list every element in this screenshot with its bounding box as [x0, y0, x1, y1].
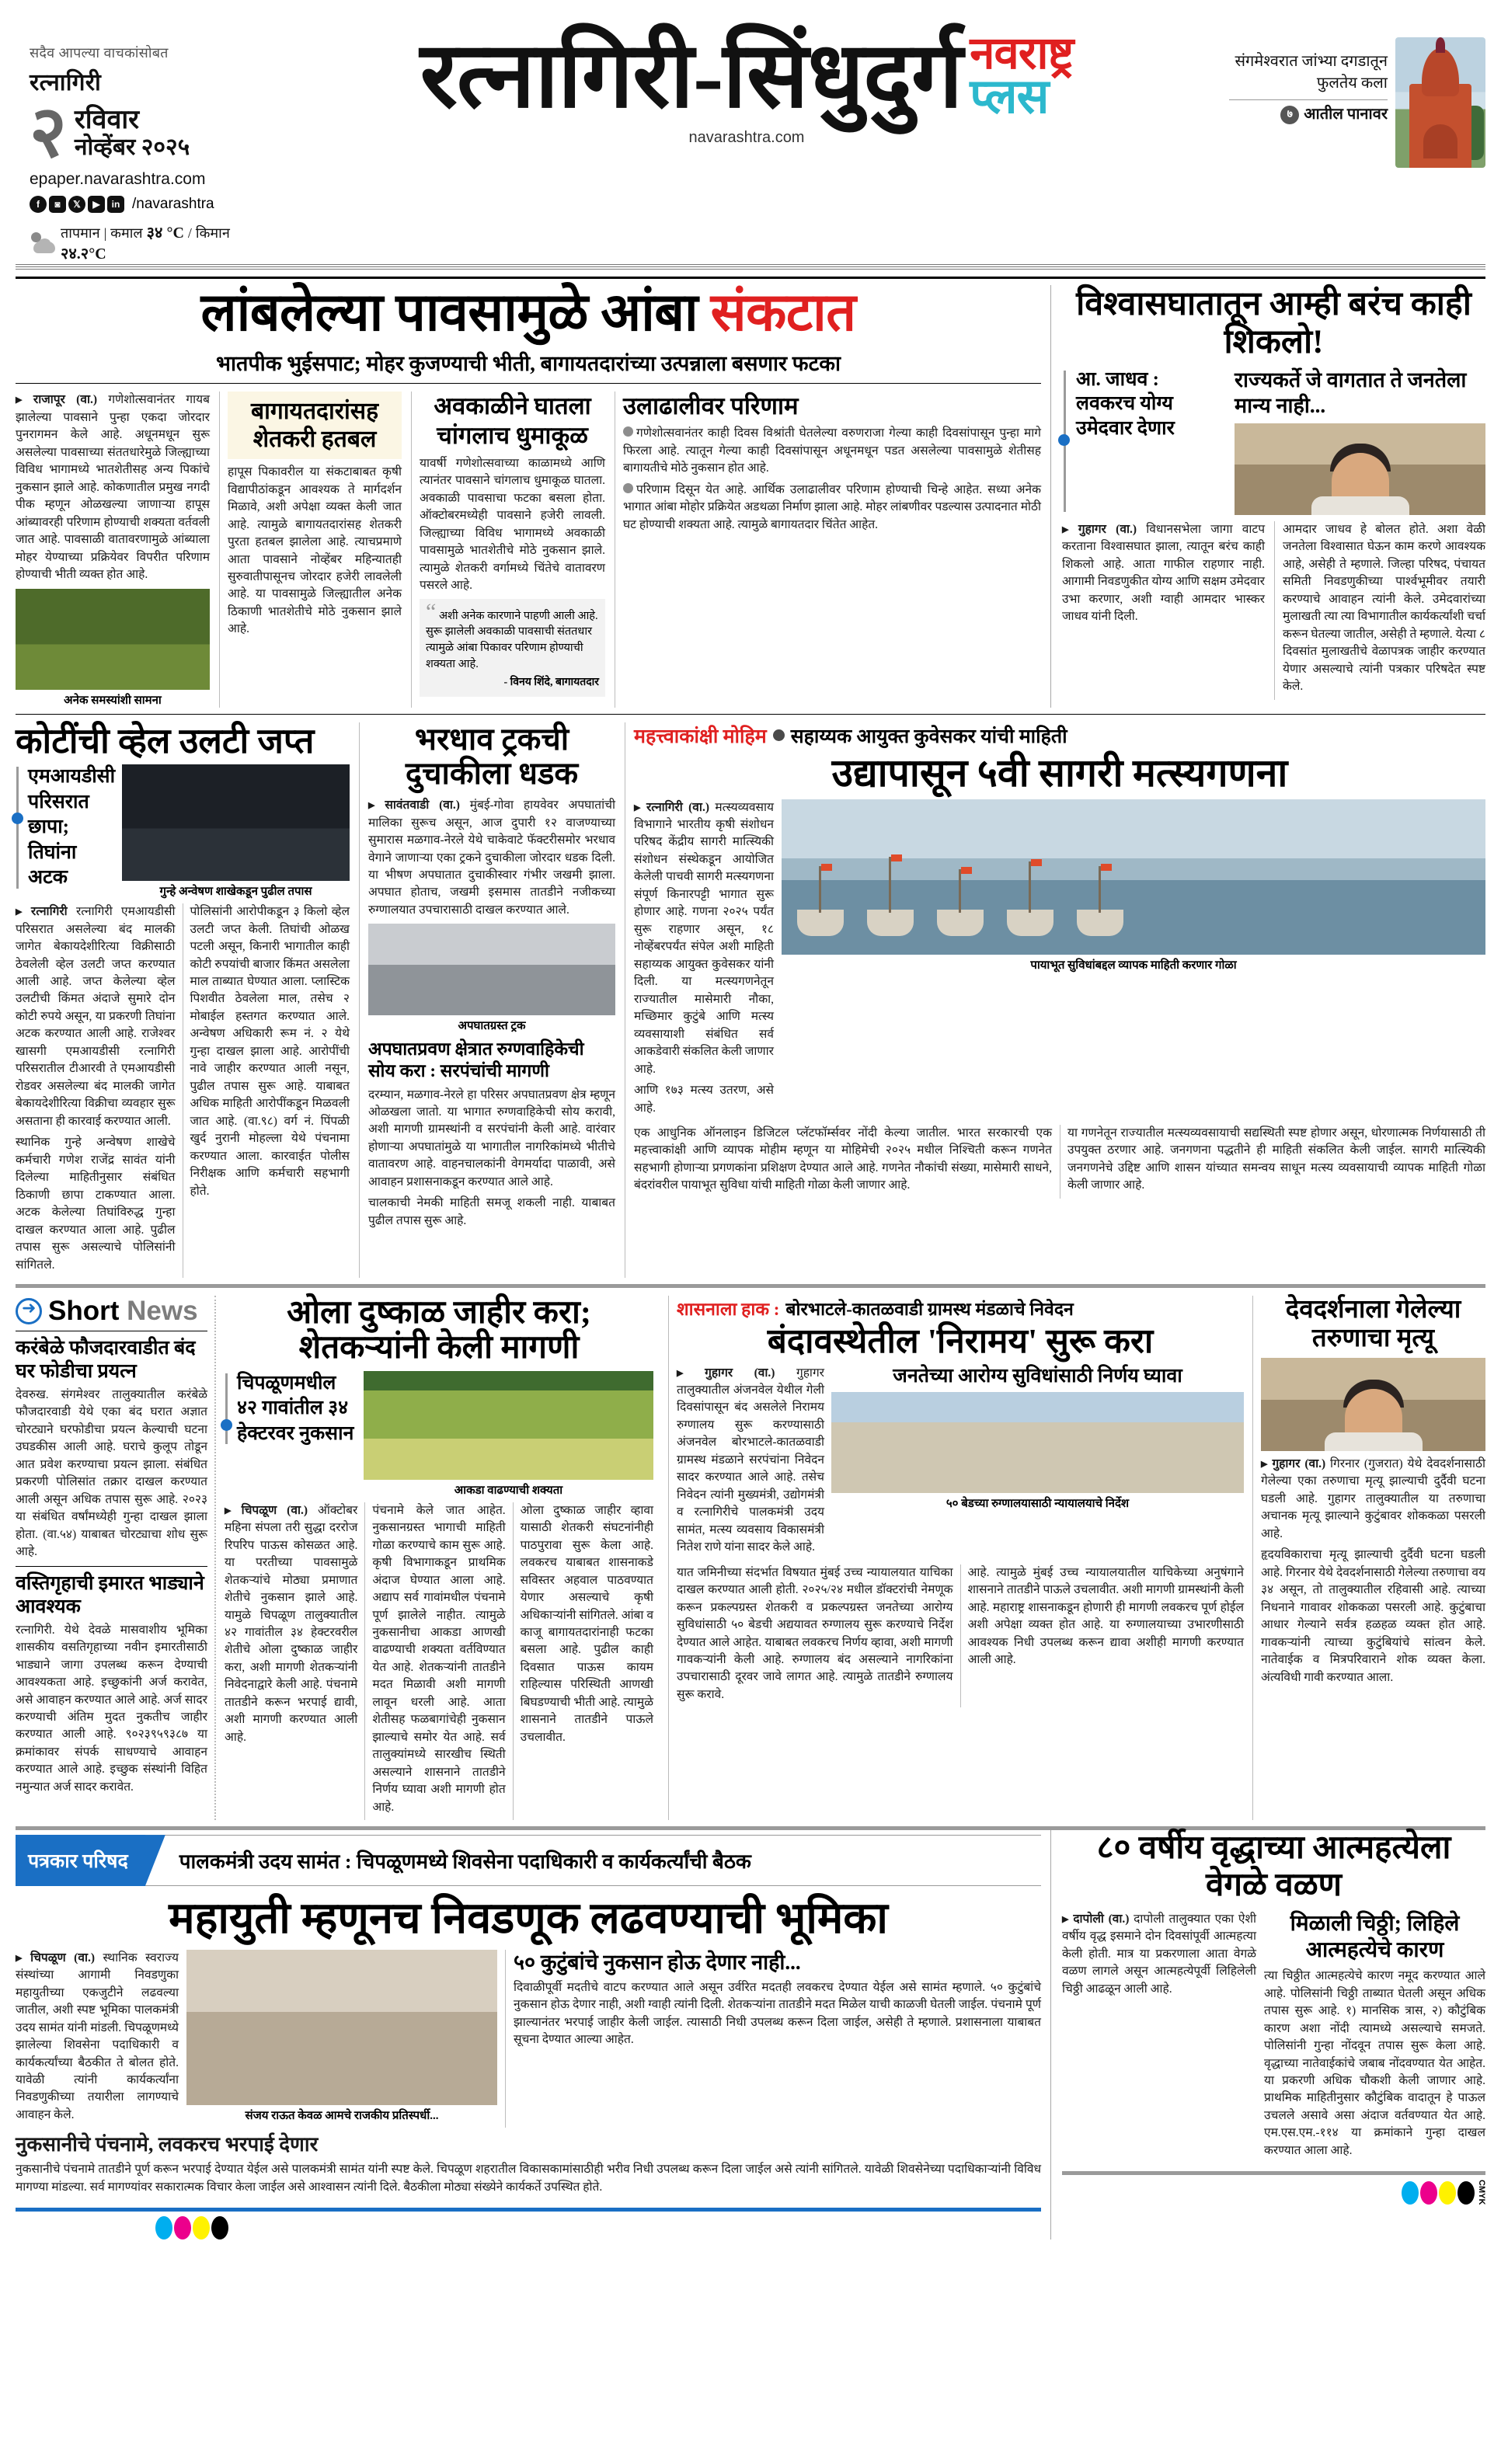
r2a-photo-caption: गुन्हे अन्वेषण शाखेकडून पुढील तपास — [159, 886, 312, 899]
r2c-dateline: ▶ रत्नागिरी (वा.) — [634, 801, 709, 814]
story-niramay-hospital — [668, 1296, 1244, 1820]
lead-c4-heading: उलाढालीवर परिणाम — [623, 392, 799, 420]
bottom-right — [1050, 1830, 1485, 2240]
short-news-item-text: देवरुख. संगमेश्वर तालुक्यातील करंबेळे फौजदारवाडी येथे एका बंद घरात अज्ञात चोरट्याने घरफोडीचा प्रयत्न केल्याची घटना उघडकीस आली आहे. घराचे कुलूप तोडून आत प्रवेश करण्याचा प्रयत्न झाला. संबंधित प्रकरणी पोलिसांत तक्रार दाखल करण्यात आली असून अधिक तपास सुरू आहे. २०२३ या संबंधित वर्षांमध्येही गुन्हा दाखल झाला होता. (वा.५४) याबाबत चोरट्याचा शोध सुरू आहे. — [16, 1387, 207, 1559]
lead-column-4 — [615, 392, 1041, 707]
r3c-tag-sub: बोरभाटले-कातळवाडी ग्रामस्थ मंडळाचे निवेदन — [785, 1299, 1074, 1319]
story-fish-census — [625, 722, 1485, 1278]
r3c-col-3 — [960, 1564, 1245, 1708]
separator-dot-icon — [773, 729, 785, 741]
cmyk-registration-marks — [155, 2216, 1041, 2240]
r2a-quote-col — [16, 764, 115, 899]
bottom-left — [16, 1830, 1041, 2240]
lead-c3-heading: अवकाळीने घातला चांगलाच धुमाकूळ — [434, 392, 591, 450]
r2c-headline: उद्यापासून ५वी सागरी मत्स्यगणना — [831, 750, 1288, 795]
masthead-day-number: २ — [30, 92, 67, 172]
lead-c2-text: हापूस पिकावरील या संकटाबाबत कृषी विद्यापीठांकडून आवश्यक ते मार्गदर्शन मिळावे, अशी अपेक्षा व्यक्त केली जात आहे. त्यामुळे बागायतदारांसह शेतकरी पुरता हतबल झालेला आहे. त्याचप्रमाणे आता पावसाने नोव्हेंबर महिन्यातही सुरुवातीपासूनच जोरदार हजेरी लावलेली आहे. या पावसामुळे जिल्ह्यातील अनेक ठिकाणी भातशेतीचे मोठे नुकसान झाले आहे. — [228, 465, 402, 636]
r2c-photo-caption: पायाभूत सुविधांबद्दल व्यापक माहिती करणार गोळा — [1030, 959, 1237, 972]
lead-c3-quote-box — [420, 599, 605, 697]
bottom-left-headline: महायुती म्हणूनच निवडणूक लढवण्याची भूमिका — [169, 1895, 888, 1944]
r2b-dateline: ▶ सावंतवाडी (वा.) — [368, 799, 460, 812]
black-dot-icon — [1457, 2181, 1475, 2205]
r2b-photo-caption: अपघातग्रस्त ट्रक — [458, 1020, 526, 1033]
bottom-left-photo-col — [186, 1950, 497, 2128]
yellow-dot-icon — [193, 2216, 210, 2240]
quote-open-icon: “ — [426, 598, 437, 625]
epaper-url[interactable]: epaper.navarashtra.com — [30, 170, 206, 189]
row3-section — [16, 1296, 1485, 1820]
story-whale-vomit — [16, 722, 350, 1278]
lead-c4-text: गणेशोत्सवानंतर काही दिवस विश्रांती घेतलेल्या वरुणराजा गेल्या काही दिवसांपासून पुन्हा मागे फिरला आहे. त्यातून गेल्या काही दिवसांपासून अधूनमधून पडत असलेल्या पावसामुळे शेतीसह बागायतीचे मोठे नुकसान होत आहे. — [623, 426, 1041, 475]
lead-c1-text: गणेशोत्सवानंतर गायब झालेल्या पावसाने पुन्हा एकदा जोरदार पुनरागमन केले आहे. अधूनमधून सुरू असलेल्या पावसाच्या संततधारेमुळे जिल्ह्याच्या विविध भागामध्ये भातशेतीसह अन्य पिकांचे नुकसान झाले आहे. कोकणातील प्रमुख नगदी पीक म्हणून ओळखल्या जाणाऱ्या हापूस आंब्यावरही परिणाम होण्याची शक्यता वर्तवली जात आहे. पावसाळी वातावरणामुळे आंब्याला मोहर येण्याच्या प्रक्रियेवर विपरीत परिणाम होण्याची भीती व्यक्त होत आहे. — [16, 393, 210, 582]
social-handle: /navarashtra — [132, 196, 214, 213]
bottom-left-col3-text: नुकसानीचे पंचनामे तातडीने पूर्ण करून भरपाई देण्यात येईल असे पालकमंत्री सामंत यांनी स्पष्ट केले. चिपळूण शहरातील विकासकामांसाठीही भरीव निधी उपलब्ध करून दिला जाईल असे त्यांनी सांगितले. यावेळी शिवसेनेच्या पदाधिकाऱ्यांनी विविध मागण्या मांडल्या. सर्व मागण्यांवर सकारात्मक विचार केला जाईल असे आश्वासन त्यांनी दिले. बैठकीला मोठ्या संख्येने कार्यकर्ते उपस्थित होते. — [16, 2163, 1041, 2194]
masthead — [16, 14, 1485, 263]
masthead-month-year: नोव्हेंबर २०२५ — [74, 134, 190, 160]
r3c-photo-caption: ५० बेडच्या रुग्णालयासाठी न्यायालयाचे निर्देश — [946, 1498, 1130, 1510]
weather-label: तापमान — [61, 225, 100, 242]
r3c-text1: गुहागर तालुक्यातील अंजनवेल येथील गेली दिवसांपासून बंद असलेले निरामय रुग्णालय सुरू करण्यासाठी अंजनवेल बोरभाटले-कातळवाडी ग्रामस्थ मंडळाने सरपंचांना निवेदन सादर करण्यात आले आहे. तसेच निवेदन त्यांनी मुख्यमंत्री, उद्योगमंत्री व रत्नागिरीचे पालकमंत्री उदय सामंत, मत्स्य व्यवसाय विकासमंत्री नितेश राणे यांना सादर केले आहे. — [677, 1366, 825, 1554]
black-dot-icon — [211, 2216, 228, 2240]
lead-right-col-2 — [1274, 521, 1485, 700]
short-news-item-text: रत्नागिरी. येथे देवळे मासवाशीय भूमिका शासकीय वसतिगृहाच्या नवीन इमारतीसाठी भाड्याने जागा उपलब्ध करून देण्याची आवश्यकता आहे. इच्छुकांनी अर्ज करावेत, असे आवाहन करण्यात आले आहे. अर्ज सादर करण्याची अंतिम मुदत नुकतीच जाहीर करण्यात आली आहे. ९०२३९५९३८७ या क्रमांकावर संपर्क साधण्याचे आवाहन करण्यात आले आहे. इच्छुक संस्थांनी विहित नमुन्यात अर्ज सादर करावेत. — [16, 1623, 207, 1794]
r2a-headline: कोटींची व्हेल उलटी जप्त — [16, 721, 315, 760]
lead-c3-text: यावर्षी गणेशोत्सवाच्या काळामध्ये आणि त्यानंतर पावसाने चांगलाच धुमाकूळ घातला. अवकाळी पावसाचा फटका बसला होता. ऑक्टोबरमध्येही पावसाने हजेरी लावली. जिल्ह्याच्या विविध भागामध्ये अवकाळी पावसामुळे भातशेतीचे मोठे नुकसान झाले. त्यामुळे शेतकरी वर्गामध्ये चिंतेचे वातावरण पसरले आहे. — [420, 457, 605, 593]
r3c-text2: यात जमिनीच्या संदर्भात विषयात मुंबई उच्च न्यायालयात याचिका दाखल करण्यात आली होती. २०२५/२४ मधील डॉक्टरांची नेमणूक करून प्रकल्पग्रस्त शेतकरी व प्रकल्पग्रस्त जनतेच्या आरोग्य सुविधांसाठी ५० बेडची अद्ययावत रुग्णालय सुरू करण्याचे निर्देश देण्यात आले आहेत. याबाबत लवकरच निर्णय व्हावा, अशी मागणी गावकऱ्यांनी केली आहे. रुग्णालय बंद असल्याने नागरिकांना उपचारासाठी दूरवर जावे लागत आहे. त्यामुळे तातडीने रुग्णालय सुरू करावे. — [677, 1565, 953, 1701]
story-youth-death — [1252, 1296, 1485, 1820]
r2c-text1: मत्स्यव्यवसाय विभागाने भारतीय कृषी संशोधन परिषद केंद्रीय सागरी मात्स्यिकी संशोधन संस्थेकडून आयोजित केलेली पाचवी सागरी मत्स्यगणना संपूर्ण किनारपट्टी भागात सुरू होणार आहे. गणना २०२५ पर्यंत सुरू राहणार असून, १८ नोव्हेंबरपर्यंत संपेल अशी माहिती सहाय्यक आयुक्त कुवेसकर यांनी दिली. या मत्स्यगणनेतून राज्यातील मासेमारी नौका, मच्छिमार कुटुंबे आणि मत्स्य व्यवसायाशी संबंधित सर्व आकडेवारी संकलित केली जाणार आहे. — [634, 800, 774, 1076]
police-raid-photo — [122, 764, 350, 881]
r3d-text2: हृदयविकाराचा मृत्यू झाल्याची दुर्दैवी घटना घडली आहे. गिरनार येथे देवदर्शनासाठी गेलेल्या तरुणाचा वय ३४ असून, तो तालुक्यातील रहिवासी आहे. त्याच्या निधनाने गावावर शोककळा पसरली आहे. कुटुंबाचा आधार गेल्याने सर्वत्र हळहळ व्यक्त होत आहे. गावकऱ्यांनी त्याच्या कुटुंबियांचे सांत्वन केले. नातेवाईक व मित्रपरिवाराने शोक व्यक्त केला. अंत्यविधी गावी करण्यात आला. — [1261, 1548, 1485, 1684]
lead-column-1 — [16, 392, 210, 707]
lead-column-3 — [411, 392, 605, 707]
r2a-col-2 — [183, 903, 350, 1278]
r3c-headline: बंदावस्थेतील 'निरामय' सुरू करा — [767, 1321, 1154, 1360]
lead-right-body-cols — [1062, 521, 1485, 700]
r2a-text2: स्थानिक गुन्हे अन्वेषण शाखेचे कर्मचारी गणेश राजेंद्र सावंत यांनी दिलेल्या माहितीनुसार संबंधित ठिकाणी छापा टाकण्यात आला. अटक केलेल्या तिघांविरुद्ध गुन्हा दाखल करण्यात आला आहे. पुढील तपास सुरू असल्याचे पोलिसांनी सांगितले. — [16, 1136, 176, 1272]
flattened-paddy-photo — [364, 1371, 653, 1480]
cyan-dot-icon — [1402, 2181, 1419, 2205]
masthead-brand — [264, 14, 1229, 147]
masthead-left-info — [16, 14, 264, 263]
short-news-title-2: News — [127, 1295, 198, 1326]
weather-min-label: किमान — [195, 225, 230, 242]
temple-photo — [1395, 37, 1485, 168]
lead-story-section — [16, 285, 1485, 708]
top-thick-rule — [16, 277, 1485, 279]
lead-c4-text2: परिणाम दिसून येत आहे. आर्थिक उलाढालीवर परिणाम होण्याची चिन्हे आहेत. सध्या अनेक भागात आंबा मोहोर प्रक्रियेत अडथळा निर्माण झाला आहे. मोहर लांबणीवर पडल्यास उत्पादनात मोठी घट होण्याची शक्यता आहे. त्यामुळे बागायतदार चिंतेत आहेत. — [623, 482, 1041, 531]
masthead-promo[interactable] — [1229, 14, 1485, 168]
r3b-photo-col — [364, 1371, 653, 1498]
r2b-headline: भरधाव ट्रकची दुचाकीला धडक — [405, 721, 579, 792]
r2c-col-1 — [634, 799, 774, 1121]
lead-c3-quote-by: - विनय शिंदे, बागायतदार — [503, 677, 599, 689]
lead-right-dateline: ▶ गुहागर (वा.) — [1062, 523, 1137, 536]
bottom-left-col-3 — [16, 2132, 1041, 2200]
bottom-right-text2: त्या चिठ्ठीत आत्महत्येचे कारण नमूद करण्यात आले आहे. पोलिसांनी चिठ्ठी ताब्यात घेतली असून अधिक तपास सुरू आहे. १) मानसिक त्रास, २) कौटुंबिक कारण अशा नोंदी त्यामध्ये असल्याचे समजते. पोलिसांनी गुन्हा नोंदवून तपास सुरू केला आहे. वृद्धाच्या नातेवाईकांचे जबाब नोंदवण्यात येत आहेत. या प्रकरणी अधिक चौकशी केली जाणार आहे. प्राथमिक माहितीनुसार कौटुंबिक वादातून हे पाऊल उचलले असावे असा अंदाज वर्तवण्यात येत आहे. एम.एस.एम.-११४ या क्रमांकाने गुन्हा दाखल करण्यात आला आहे. — [1264, 1969, 1485, 2157]
r3b-col2-text: पंचनामे केले जात आहेत. नुकसानग्रस्त भागाची माहिती गोळा करण्याचे काम सुरू आहे. कृषी विभागाकडून प्राथमिक अंदाज घेण्यात आला आहे. अद्याप सर्व गावांमधील पंचनामे पूर्ण झालेले नाहीत. त्यामुळे नुकसानीचा आकडा आणखी वाढण्याची शक्यता वर्तविण्यात येत आहे. शेतकऱ्यांनी तातडीने मदत मिळावी अशी मागणी लावून धरली आहे. आता शेतीसह फळबागांचेही नुकसान झाल्याचे समोर येत आहे. सर्व तालुक्यांमध्ये सारखीच स्थिती असल्याने शासनाने तातडीने निर्णय घ्यावा अशी मागणी होत आहे. — [372, 1503, 506, 1814]
social-links[interactable] — [30, 196, 264, 213]
r2a-text1: रत्नागिरी एमआयडीसी परिसरात असलेल्या बंद मालकी जागेत बेकायदेशीरित्या विक्रीसाठी ठेवलेली व्हेल उलटी जप्त करण्यात आली आहे. जप्त केलेल्या व्हेल उलटीची किंमत अंदाजे सुमारे दोन कोटी रुपये असून, या प्रकरणी तिघांना अटक करण्यात आली आहे. राजेश्वर खासगी एमआयडीसी रत्नागिरी परिसरातील टीआरवी ते एमआयडीसी रोडवर असलेल्या बंद मालकी जागेत बेकायदेशीरित्या विक्रीचा व्यवहार सुरू असताना ही कारवाई करण्यात आली. — [16, 905, 176, 1128]
lead-right-story — [1050, 285, 1485, 708]
short-news-item[interactable] — [16, 1572, 207, 1797]
r3d-dateline: ▶ गुहागर (वा.) — [1261, 1457, 1325, 1470]
bottom-left-dateline: ▶ चिपळूण (वा.) — [16, 1951, 95, 1965]
lead-c3-quote: अशी अनेक कारणाने पाहणी आली आहे. सुरू झालेली अवकाळी पावसाची संततधार त्यामुळे आंबा पिकावर परिणाम होण्याची शक्यता आहे. — [426, 609, 598, 670]
story-truck-accident — [359, 722, 615, 1278]
r3b-headline: ओला दुष्काळ जाहीर करा; शेतकऱ्यांनी केली मागणी — [287, 1294, 591, 1366]
lead-right-grid — [1062, 367, 1485, 515]
bottom-left-text1: स्थानिक स्वराज्य संस्थांच्या आगामी निवडणुका महायुतीच्या एकजुटीने लढवल्या जातील, अशी स्पष्ट भूमिका पालकमंत्री उदय सामंत यांनी मांडली. चिपळूणमध्ये झालेल्या शिवसेना पदाधिकारी व कार्यकर्त्यांच्या बैठकीत ते बोलत होते. यावेळी त्यांनी कार्यकर्त्यांना निवडणुकीच्या तयारीला लागण्याचे आवाहन केले. — [16, 1951, 179, 2121]
cmyk-registration-marks-right — [1062, 2180, 1485, 2205]
logo-plus: प्लस — [970, 71, 1049, 124]
r2b-small-text: चालकाची नेमकी माहिती समजू शकली नाही. याबाबत पुढील तपास सुरू आहे. — [368, 1196, 615, 1227]
magenta-dot-icon — [1420, 2181, 1437, 2205]
bottom-section — [16, 1830, 1485, 2240]
yellow-dot-icon — [1439, 2181, 1456, 2205]
masthead-date-block — [30, 92, 264, 172]
politician-portrait-photo — [1235, 423, 1485, 515]
short-news-item-heading: करंबेळे फौजदारवाडीत बंद घर फोडीचा प्रयत्न — [16, 1337, 196, 1382]
short-news-item-heading: वस्तिगृहाची इमारत भाड्याने आवश्यक — [16, 1572, 204, 1617]
youtube-icon[interactable]: ▶ — [88, 196, 105, 213]
lead-right-headline: विश्वासघातातून आम्ही बरंच काही शिकलो! — [1076, 286, 1471, 361]
bottom-left-col-2 — [505, 1950, 1041, 2128]
press-conference-banner — [16, 1835, 1041, 1886]
cyan-dot-icon — [155, 2216, 172, 2240]
magenta-dot-icon — [174, 2216, 191, 2240]
r3b-dateline: ▶ चिपळूण (वा.) — [225, 1504, 308, 1517]
promo-page-label: आतील पानावर — [1304, 106, 1388, 124]
r3c-dateline: ▶ गुहागर (वा.) — [677, 1366, 775, 1380]
weather-max-label: कमाल — [110, 225, 143, 242]
r3b-col-2 — [364, 1502, 505, 1820]
r2c-tag: महत्त्वाकांक्षी मोहिम — [634, 726, 767, 747]
bottom-right-dateline: ▶ दापोली (वा.) — [1062, 1912, 1129, 1926]
bottom-left-col-1 — [16, 1950, 179, 2128]
hospital-building-photo — [831, 1392, 1244, 1493]
r3b-col-1 — [225, 1502, 357, 1820]
bullet-dot-icon — [1058, 434, 1070, 446]
r3c-tag: शासनाला हाक : — [677, 1299, 780, 1319]
lead-story-main — [16, 285, 1050, 708]
sun-cloud-icon — [30, 231, 56, 253]
navarashtra-plus-logo — [970, 27, 1074, 124]
r3b-text1: ऑक्टोबर महिना संपला तरी सुद्धा दररोज रिपरिप पाऊस कोसळत आहे. या परतीच्या पावसामुळे शेतकऱ्यांचे मोठ्या प्रमाणात शेतीचे नुकसान झाले आहे. यामुळे चिपळूण तालुक्यातील ४२ गावांतील ३४ हेक्टरवरील शेतीचे ओला दुष्काळ जाहीर करा, अशी मागणी शेतकऱ्यांनी निवेदनाद्वारे केली आहे. पंचनामे तातडीने करून भरपाई द्यावी, अशी मागणी करण्यात आली आहे. — [225, 1503, 358, 1744]
banner-text: पालकमंत्री उदय सामंत : चिपळूणमध्ये शिवसेना पदाधिकारी व कार्यकर्त्यांची बैठक — [145, 1835, 1041, 1886]
cmyk-label: CMYK — [1477, 2180, 1486, 2205]
weather-strip: तापमान | कमाल ३४ °C / किमान २४.२°C — [30, 221, 264, 263]
masthead-rules — [16, 264, 1485, 273]
lead-right-col-1 — [1062, 521, 1265, 700]
r2b-text2: दरम्यान, मळगाव-नेरले हा परिसर अपघातप्रवण क्षेत्र म्हणून ओळखला जातो. या भागात रुग्णवाहिकेची सोय करावी, अशी मागणी ग्रामस्थांनी व सरपंचांनी केली आहे. वारंवार होणाऱ्या अपघातांमुळे या भागातील नागरिकांमध्ये भीतीचे वातावरण आहे. वाहनचालकांनी वेगमर्यादा पाळावी, असे आवाहन प्रशासनाकडून करण्यात आले आहे. — [368, 1088, 615, 1188]
newspaper-title: रत्नागिरी-सिंधुदुर्ग — [420, 25, 963, 127]
r3b-photo-caption: आकडा वाढण्याची शक्यता — [454, 1484, 563, 1497]
x-icon[interactable]: 𝕏 — [68, 196, 85, 213]
lead-c2-heading: बागायतदारांसह शेतकरी हतबल — [250, 398, 378, 452]
lead-headline — [16, 285, 1041, 340]
lead-c1-dateline: ▶ राजापूर (वा.) — [16, 393, 97, 406]
r2c-photo-col — [782, 799, 1485, 1121]
short-news-header[interactable] — [16, 1296, 207, 1327]
linkedin-icon[interactable]: in — [107, 196, 124, 213]
mango-orchard-photo — [16, 589, 210, 690]
promo-divider — [1229, 99, 1388, 100]
r2a-col2-text: पोलिसांनी आरोपीकडून ३ किलो व्हेल उलटी जप्त केली. तिघांची ओळख पटली असून, किनारी भागातील काही कोटी रुपयांची बाजार किंमत असलेला माल ताब्यात घेण्यात आला. प्लास्टिक पिशवीत ठेवलेला माल, तसेच २ मोबाईल हस्तगत करण्यात आले. अन्वेषण अधिकारी रूम नं. २ येथे गुन्हा दाखल झाला आहे. आरोपींची नावे जाहीर करण्यात आली नसून, पुढील तपास सुरू आहे. याबाबत अधिक माहिती आरोपींकडून मिळवली जात आहे. (वा.९८) वर्ग नं. पिंपळी खुर्द नुरानी मोहल्ला येथे पंचनामा करण्यात आला. कारवाईत पोलीस निरीक्षक आणि कर्मचारी सहभागी होते. — [190, 905, 350, 1198]
short-news-panel — [16, 1296, 216, 1820]
masthead-edition-city: रत्नागिरी — [30, 70, 102, 96]
bottom-right-col-1 — [1062, 1911, 1256, 2163]
lead-right-quote-name: आ. जाधव : — [1076, 369, 1159, 391]
bottom-right-headline: ८० वर्षीय वृद्धाच्या आत्महत्येला वेगळे वळण — [1096, 1830, 1451, 1904]
r2c-note: आणि १७३ मत्स्य उतरण, असे आहे. — [634, 1084, 774, 1115]
bottom-left-col2-heading: ५० कुटुंबांचे नुकसान होऊ देणार नाही... — [514, 1950, 801, 1974]
r3b-quote-col — [225, 1371, 357, 1498]
lead-c1-caption: अनेक समस्यांशी सामना — [64, 694, 162, 707]
lead-right-subhead: राज्यकर्ते जे वागतात ते जनतेला मान्य नाही... — [1235, 368, 1467, 417]
r2a-col-1 — [16, 903, 176, 1278]
lead-headline-text: लांबलेल्या पावसामुळे आंबा — [200, 283, 711, 342]
r3c-col-1 — [677, 1365, 824, 1561]
r2c-tag-sub: सहाय्यक आयुक्त कुवेसकर यांची माहिती — [790, 726, 1067, 747]
r3c-text3: आहे. त्यामुळे मुंबई उच्च न्यायालयातील याचिकेच्या अनुषंगाने शासनाने तातडीने पाऊले उचलावीत. अशी मागणी ग्रामस्थांनी केली आहे. महाराष्ट्र शासनाकडून होणारी ही मागणी लवकरच पूर्ण होईल अशी अपेक्षा व्यक्त होत आहे. या रुग्णालयाच्या उभारणीसाठी आवश्यक निधी उपलब्ध करून द्यावा अशीही मागणी करण्यात आली आहे. — [967, 1565, 1244, 1666]
bottom-right-subhead: मिळाली चिठ्ठी; लिहिले आत्महत्येचे कारण — [1290, 1911, 1460, 1963]
bottom-left-photo-caption: संजय राऊत केवळ आमचे राजकीय प्रतिस्पर्धी... — [245, 2109, 439, 2122]
bottom-right-col-2 — [1264, 1911, 1485, 2163]
deceased-youth-photo — [1261, 1358, 1485, 1451]
r2c-tag-row — [634, 722, 1485, 749]
r3b-col-3 — [513, 1502, 653, 1820]
r2a-photo-col — [122, 764, 350, 899]
r2a-quote: एमआयडीसी परिसरात छापा; तिघांना अटक — [16, 764, 115, 891]
press-conference-photo — [186, 1950, 497, 2105]
r3b-quote: चिपळूणमधील ४२ गावांतील ३४ हेक्टरवर नुकसान — [225, 1371, 357, 1447]
r3c-col-2 — [677, 1564, 953, 1708]
r2b-text1: मुंबई-गोवा हायवेवर अपघातांची मालिका सुरूच असून, आज दुपारी १२ वाजण्याच्या सुमारास मळगाव-नेरले येथे चाकेवाटे फॅक्टरीसमोर भरधाव वेगाने जाणाऱ्या एका ट्रकने दुचाकीला जोरदार धडक दिली. या भीषण अपघातात दुचाकीस्वार गंभीर जखमी झाला. अपघात होताच, जखमी इसमास तातडीने नजीकच्या रुग्णालयात उपचारासाठी दाखल करण्यात आले. — [368, 799, 616, 917]
accident-truck-photo — [368, 924, 615, 1015]
r3c-tag-row — [677, 1296, 1244, 1321]
short-news-item[interactable] — [16, 1337, 207, 1561]
fishing-boats-photo — [782, 799, 1485, 955]
r3c-subhead: जनतेच्या आरोग्य सुविधांसाठी निर्णय घ्यावा — [893, 1365, 1182, 1387]
short-news-title-1: Short — [48, 1295, 120, 1326]
lead-right-quote-text: लवकरच योग्य उमेदवार देणार — [1076, 393, 1175, 439]
r2c-col-3 — [1060, 1125, 1485, 1199]
website-url[interactable]: navarashtra.com — [688, 128, 805, 146]
story-wet-drought — [225, 1296, 660, 1820]
r2c-text3: या गणनेतून राज्यातील मत्स्यव्यवसायाची सद्यस्थिती स्पष्ट होणार असून, धोरणात्मक निर्णयासाठी ती उपयुक्त ठरणार आहे. जनगणना पद्धतीने ही माहिती संकलित केली जाईल. सागरी मात्स्यिकी जनगणनेचे उद्दिष्ट आणि शासन यांच्यात समन्वय साधून मत्स्य व्यवसायाची व्यापक माहिती गोळा केली जाणार आहे. — [1067, 1126, 1485, 1192]
weather-max-value: ३४ °C — [146, 224, 184, 242]
lead-c2-box — [228, 392, 402, 459]
page-number-badge: ७ — [1280, 106, 1299, 124]
bottom-left-col3-heading: नुकसानीचे पंचनामे, लवकरच भरपाई देणार — [16, 2133, 319, 2156]
bottom-right-text1: दापोली तालुक्यात एका ऐशी वर्षीय वृद्ध इसमाने दोन दिवसांपूर्वी आत्महत्या केली होती. मात्र या प्रकरणाला आता वेगळे वळण लागले असून आत्महत्येपूर्वी लिहिलेली चिठ्ठी आढळून आली आहे. — [1062, 1912, 1257, 1996]
r3b-col3-text: ओला दुष्काळ जाहीर व्हावा यासाठी शेतकरी संघटनांनीही पाठपुरावा सुरू केला आहे. लवकरच याबाबत शासनाकडे सविस्तर अहवाल पाठवण्यात येणार असल्याचे कृषी अधिकाऱ्यांनी सांगितले. आंबा व काजू बागायतदारांनाही फटका बसला आहे. पुढील काही दिवसात पाऊस कायम राहिल्यास परिस्थिती आणखी बिघडण्याची भीती आहे. त्यामुळे शासनाने तातडीने पाऊले उचलावीत. — [520, 1503, 653, 1744]
masthead-weekday: रविवार — [74, 106, 140, 134]
lead-right-quote-block — [1062, 367, 1225, 515]
bullet-dot-icon — [221, 1419, 232, 1431]
lead-subheadline: भातपीक भुईसपाट; मोहर कुजण्याची भीती, बागायतदारांच्या उत्पन्नाला बसणार फटका — [216, 352, 841, 376]
lead-right-text2: आमदार जाधव हे बोलत होते. अशा वेळी जनतेला विश्वासात घेऊन काम करणे आवश्यक आहे, असेही ते म्हणाले. जिल्हा परिषद, पंचायत समिती निवडणुकीच्या पार्श्वभूमीवर तयारी करण्याचे आवाहन त्यांनी केले. उमेदवारांच्या मुलाखती त्या त्या विभागातील कार्यकर्त्यांशी चर्चा करून घेतल्या जातील, असेही ते म्हणाले. येत्या ८ दिवसांत मुलाखतीचे वेळापत्रक जाहीर करण्यात येणार असल्याचे त्यांनी पत्रकार परिषदेत स्पष्ट केले. — [1283, 522, 1485, 694]
lead-headline-highlight: संकटात — [710, 283, 856, 342]
bullet-dot-icon — [12, 813, 23, 824]
r3c-right-col — [831, 1365, 1244, 1561]
lead-columns — [16, 392, 1041, 707]
r3d-text: गिरनार (गुजरात) येथे देवदर्शनासाठी गेलेल्या एका तरुणाचा मृत्यू झाल्याची दुर्दैवी घटना घडली आहे. गुहागर तालुक्यातील या तरुणाचा अचानक मृत्यू झाल्याने कुटुंबावर शोककळा पसरली आहे. — [1261, 1456, 1486, 1540]
masthead-tagline: सदैव आपल्या वाचकांसोबत — [30, 45, 169, 61]
r3d-headline: देवदर्शनाला गेलेल्या तरुणाचा मृत्यू — [1285, 1295, 1461, 1352]
instagram-icon[interactable]: ◙ — [49, 196, 66, 213]
r2b-subhead: अपघातप्रवण क्षेत्रात रुग्णवाहिकेची सोय करा : सरपंचांची मागणी — [368, 1039, 584, 1081]
lead-right-text1: विधानसभेला जागा वाटप करताना विश्वासघात झाला, त्यातून बरंच काही शिकलो आहे. आता गाफील राहणार नाही. आगामी निवडणुकीत योग्य आणि सक्षम उमेदवार उभा करणार, अशी ग्वाही आमदार भास्कर जाधव यांनी दिली. — [1062, 522, 1266, 624]
bottom-left-col2-text: दिवाळीपूर्वी मदतीचे वाटप करण्यात आले असून उर्वरित मदतही लवकरच देण्यात येईल असे सामंत म्हणाले. ५० कुटुंबांचे नुकसान होऊ देणार नाही, अशी ग्वाही त्यांनी दिली. शेतकऱ्यांना तातडीने मदत मिळेल याची काळजी घेतली जाईल. पंचनामे पूर्ण झाल्यानंतर भरपाई जाहीर केली जाईल. त्यासाठी निधी उपलब्ध करून दिला जाईल, असेही ते म्हणाले. प्रशासनाला याबाबत सूचना देण्यात आल्या आहेत. — [514, 1980, 1041, 2047]
lead-right-subhead-col — [1235, 367, 1485, 515]
r2c-text2: एक आधुनिक ऑनलाइन डिजिटल प्लॅटफॉर्म्सवर नोंदी केल्या जातील. भारत सरकारची एक महत्त्वाकांक्षी आणि व्यापक मोहीम म्हणून या मोहिमेची २०२५ मधील निश्चिती करून गणनेत सहभागी होणाऱ्या प्रगणकांना प्रशिक्षण देण्यात आले आहे. गणनेत नौकांची संख्या, मासेमारी साधने, बंदरांवरील पायाभूत सुविधा यांची माहिती गोळा केली जाणार आहे. — [634, 1126, 1052, 1192]
lead-column-2 — [219, 392, 402, 707]
facebook-icon[interactable]: f — [30, 196, 47, 213]
r2c-col-2 — [634, 1125, 1052, 1199]
logo-navarashtra: नवराष्ट्र — [970, 27, 1074, 78]
weather-min-value: २४.२°C — [61, 245, 106, 263]
row2-section — [16, 722, 1485, 1278]
r2a-dateline: ▶ रत्नागिरी — [16, 905, 68, 918]
banner-tag: पत्रकार परिषद — [16, 1835, 145, 1886]
arrow-circle-icon — [16, 1298, 42, 1324]
promo-text: संगमेश्वरात जांभ्या दगडातून फुलतेय कला — [1235, 53, 1388, 92]
